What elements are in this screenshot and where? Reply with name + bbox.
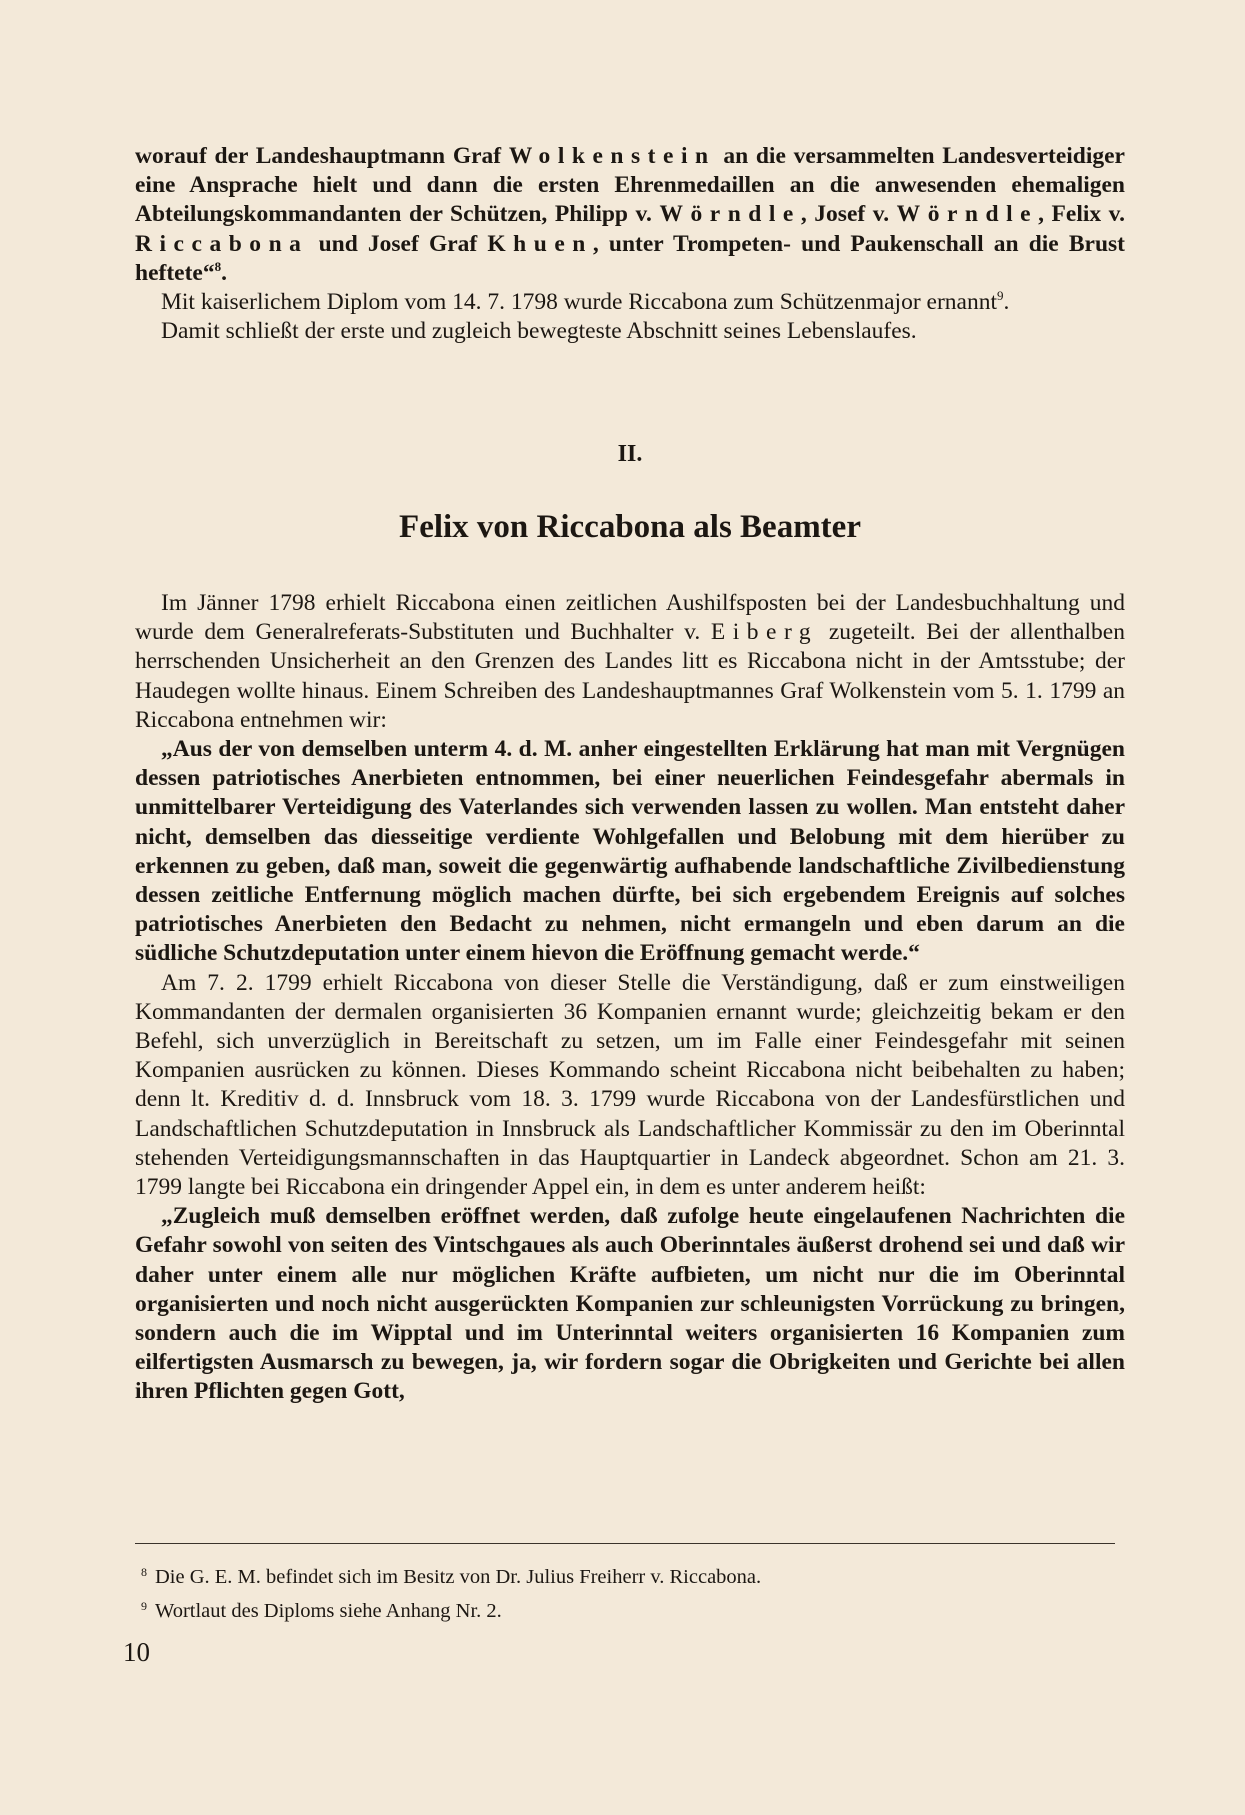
- footnote-divider: [135, 1543, 1115, 1544]
- section-body: [135, 589, 1125, 1407]
- spaced-name: Wörndle: [659, 201, 801, 228]
- text-run: an die versammelten Landesverteidiger eine Ansprache hielt und dann die ersten Ehrenmedaillen an die anwesenden ehemaligen Abteilungskommandanten der Schützen, Philipp v.: [135, 143, 1125, 228]
- footnotes: [135, 1558, 1125, 1626]
- spaced-name: Khuen: [487, 230, 593, 257]
- text-run: , unter Trompeten- und Paukenschall an die Brust heftete“: [135, 230, 1125, 286]
- spaced-name: Wörndle: [896, 201, 1039, 228]
- text-run: , Josef v.: [800, 201, 897, 228]
- quotation-1: „Aus der von demselben unterm 4. d. M. anher eingestellten Erklärung hat man mit Vergnügen dessen patriotisches Anerbieten entnommen, bei einer neuerlichen Feindesgefahr abermals in unmittelbarer Verteidigung des Vaterlandes sich verwenden lassen zu wollen. Man entsteht daher nicht, demselben das diesseitige verdiente Wohlgefallen und Belobung mit dem hierüber zu erkennen zu geben, daß man, soweit die gegenwärtig aufhabende landschaftliche Zivilbedienstung dessen zeitliche Entfernung möglich machen dürfte, bei sich ergebendem Ereignis auf solches patriotisches Anerbieten den Bedacht zu nehmen, nicht ermangeln und eben darum an die südliche Schutzdeputation unter einem hievon die Eröffnung gemacht werde.“: [135, 736, 1125, 967]
- paragraph-closing: Damit schließt der erste und zugleich bewegteste Abschnitt seines Lebenslaufes.: [161, 318, 917, 345]
- spaced-name: Riccabona: [135, 230, 309, 257]
- footnote-number: 9: [141, 1599, 147, 1613]
- quotation-2: „Zugleich muß demselben eröffnet werden, daß zufolge heute eingelaufenen Nachrichten die Gefahr sowohl von seiten des Vintschgaues als auch Oberinntales äußerst drohend sei und daß wir daher unter einem alle nur möglichen Kräfte aufbieten, um nicht nur die im Oberinntal organisierten und noch nicht ausgerückten Kompanien zur schleunigsten Vorrückung zu bringen, sondern auch die im Wipptal und im Unterinntal weiters organisierten 16 Kompanien zum eilfertigsten Ausmarsch zu bewegen, ja, wir fordern sogar die Obrigkeiten und Gerichte bei allen ihren Pflichten gegen Gott,: [135, 1203, 1125, 1405]
- paragraph-continuation: [135, 142, 1125, 288]
- text-run: zugeteilt. Bei der allenthalben herrschenden Unsicherheit an den Grenzen des Landes litt es Riccabona nicht in der Amtsstube; der Haudegen wollte hinaus. Einem Schreiben des Landeshauptmannes Graf Wolkenstein vom 5. 1. 1799 an Riccabona entnehmen wir:: [135, 619, 1125, 733]
- text-run: Im Jänner 1798 erhielt Riccabona einen zeitlichen Aushilfsposten bei der Landesbuchhaltung und wurde dem Generalreferats-Substituten und Buchhalter v.: [135, 590, 1125, 646]
- footnote-text: Wortlaut des Diploms siehe Anhang Nr. 2.: [155, 1600, 502, 1622]
- footnote-ref: 8: [214, 258, 222, 274]
- paragraph-intro: [135, 589, 1125, 735]
- paragraph-narrative: Am 7. 2. 1799 erhielt Riccabona von dieser Stelle die Verständigung, daß er zum einstweiligen Kommandanten der dermalen organisierten 36 Kompanien ernannt wurde; gleichzeitig bekam er den Befehl, sich unverzüglich in Bereitschaft zu setzen, um im Falle einer Feindesgefahr mit seinen Kompanien ausrücken zu können. Dieses Kommando scheint Riccabona nicht beibehalten zu haben; denn lt. Kreditiv d. d. Innsbruck vom 18. 3. 1799 wurde Riccabona von der Landesfürstlichen und Landschaftlichen Schutzdeputation in Innsbruck als Landschaftlicher Kommissär zu den im Oberinntal stehenden Verteidigungsmannschaften in das Hauptquartier in Landeck abgeordnet. Schon am 21. 3. 1799 langte bei Riccabona ein dringender Appel ein, in dem es unter anderem heißt:: [135, 969, 1125, 1201]
- spaced-name: Wolkenstein: [508, 143, 716, 169]
- spaced-name: Eiberg: [710, 619, 819, 646]
- continuation-block: [135, 142, 1125, 346]
- text-run: und Josef Graf: [308, 230, 488, 257]
- text-run: .: [1003, 289, 1010, 316]
- section-number: II.: [617, 441, 643, 467]
- footnote-9: [135, 1592, 1125, 1626]
- footnote-text: Die G. E. M. befindet sich im Besitz von Dr. Julius Freiherr v. Riccabona.: [155, 1566, 762, 1588]
- footnote-number: 8: [141, 1565, 147, 1579]
- text-run: worauf der Landeshauptmann Graf: [135, 143, 509, 169]
- footnote-8: [135, 1558, 1125, 1592]
- text-run: .: [221, 259, 227, 286]
- section-title: Felix von Riccabona als Beamter: [399, 509, 861, 545]
- page-number: 10: [123, 1637, 150, 1667]
- footnote-ref: 9: [997, 288, 1004, 304]
- text-run: , Felix v.: [1038, 201, 1126, 228]
- paragraph-diploma: [135, 288, 1125, 317]
- text-run: Mit kaiserlichem Diplom vom 14. 7. 1798 wurde Riccabona zum Schützenmajor ernannt: [161, 289, 998, 316]
